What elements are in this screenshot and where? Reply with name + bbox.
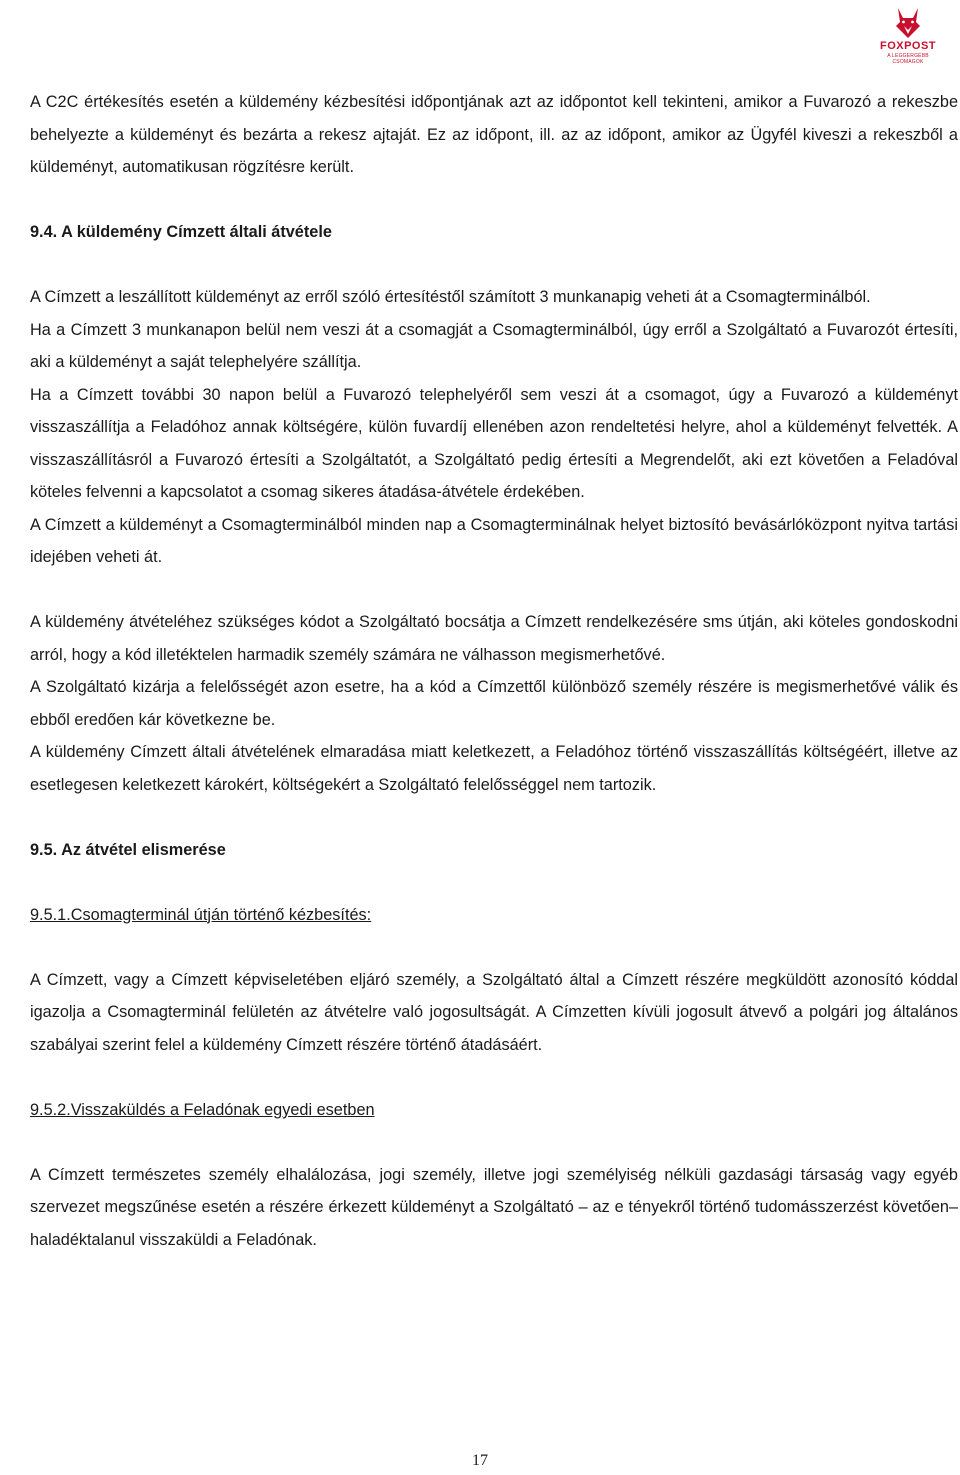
page-number: 17 — [472, 1452, 488, 1469]
paragraph-return-deceased: A Címzett természetes személy elhalálozása, jogi személy, illetve jogi személyiség nélküli gazdasági társaság vagy egyéb szervezet megszűnése esetén a részére érkezett küldeményt a Szolgáltató – az e tényekről történő tudomásszerzést követően– haladéktalanul visszaküldi a Feladónak. — [30, 1165, 958, 1249]
document-body — [30, 86, 958, 1256]
logo-brand-text: FOXPOST — [879, 40, 937, 52]
paragraph-pickup-hours: A Címzett a küldeményt a Csomagterminálból minden nap a Csomagterminálnak helyet biztosító bevásárlóközpont nyitva tartási idejében veheti át. — [30, 515, 958, 566]
foxpost-logo — [872, 2, 944, 65]
fox-head-icon — [872, 2, 944, 42]
paragraph-code-verification: A Címzett, vagy a Címzett képviseletében eljáró személy, a Szolgáltató által a Címzett részére megküldött azonosító kóddal igazolja a Csomagterminál felületén az átvételre való jogosultságát. A Címzetten kívüli jogosult átvevő a polgári jog általános szabályai szerint felel a küldemény Címzett részére történő átadásáért. — [30, 970, 958, 1054]
paragraph-pickup-deadline: A Címzett a leszállított küldeményt az erről szóló értesítéstől számított 3 munkanapig veheti át a Csomagterminálból. — [30, 288, 871, 306]
paragraph-not-collected: Ha a Címzett 3 munkanapon belül nem veszi át a csomagját a Csomagterminálból, úgy erről a Szolgáltató a Fuvarozót értesíti, aki a küldeményt a saját telephelyére szállítja. — [30, 320, 958, 371]
paragraph-sms-code: A küldemény átvételéhez szükséges kódot a Szolgáltató bocsátja a Címzett rendelkezésére sms útján, aki köteles gondoskodni arról, hogy a kód illetéktelen harmadik személy számára ne válhasson megismerhetővé. — [30, 613, 958, 664]
paragraph-return-to-sender: Ha a Címzett további 30 napon belül a Fuvarozó telephelyéről sem veszi át a csomagot, úgy a Fuvarozó a küldeményt visszaszállítja a Feladóhoz annak költségére, külön fuvardíj ellenében azon rendeltetési helyre, ahol a küldeményt felvették. A visszaszállításról a Fuvarozó értesíti a Szolgáltatót, a Szolgáltató pedig értesíti a Megrendelőt, aki ezt követően a Feladóval köteles felvenni a kapcsolatot a csomag sikeres átadása-átvétele érdekében. — [30, 385, 958, 501]
subsection-heading-9-5-1-text: 9.5.1.Csomagterminál útján történő kézbesítés: — [30, 905, 372, 924]
section-heading-9-4: 9.4. A küldemény Címzett általi átvétele — [30, 223, 332, 241]
paragraph-liability-return: A küldemény Címzett általi átvételének elmaradása miatt keletkezett, a Feladóhoz történő visszaszállítás költségéért, illetve az esetlegesen keletkezett károkért, költségekért a Szolgáltató felelősséggel nem tartozik. — [30, 743, 958, 794]
subsection-heading-9-5-2-text: 9.5.2.Visszaküldés a Feladónak egyedi esetben — [30, 1100, 375, 1119]
subsection-heading-9-5-1 — [30, 899, 958, 932]
section-heading-9-5: 9.5. Az átvétel elismerése — [30, 840, 226, 859]
logo-tagline-text: A LEGGERGÉBB CSOMAGOK — [887, 53, 929, 65]
subsection-heading-9-5-2 — [30, 1094, 958, 1127]
paragraph-c2c-delivery: A C2C értékesítés esetén a küldemény kézbesítési időpontjának azt az időpontot kell tekinteni, amikor a Fuvarozó a rekeszbe behelyezte a küldeményt és bezárta a rekesz ajtaját. Ez az időpont, ill. az az időpont, amikor az Ügyfél kiveszi a rekeszből a küldeményt, automatikusan rögzítésre került. — [30, 93, 958, 176]
paragraph-liability-code: A Szolgáltató kizárja a felelősségét azon esetre, ha a kód a Címzettől különböző személy részére is megismerhetővé válik és ebből eredően kár következne be. — [30, 678, 958, 729]
